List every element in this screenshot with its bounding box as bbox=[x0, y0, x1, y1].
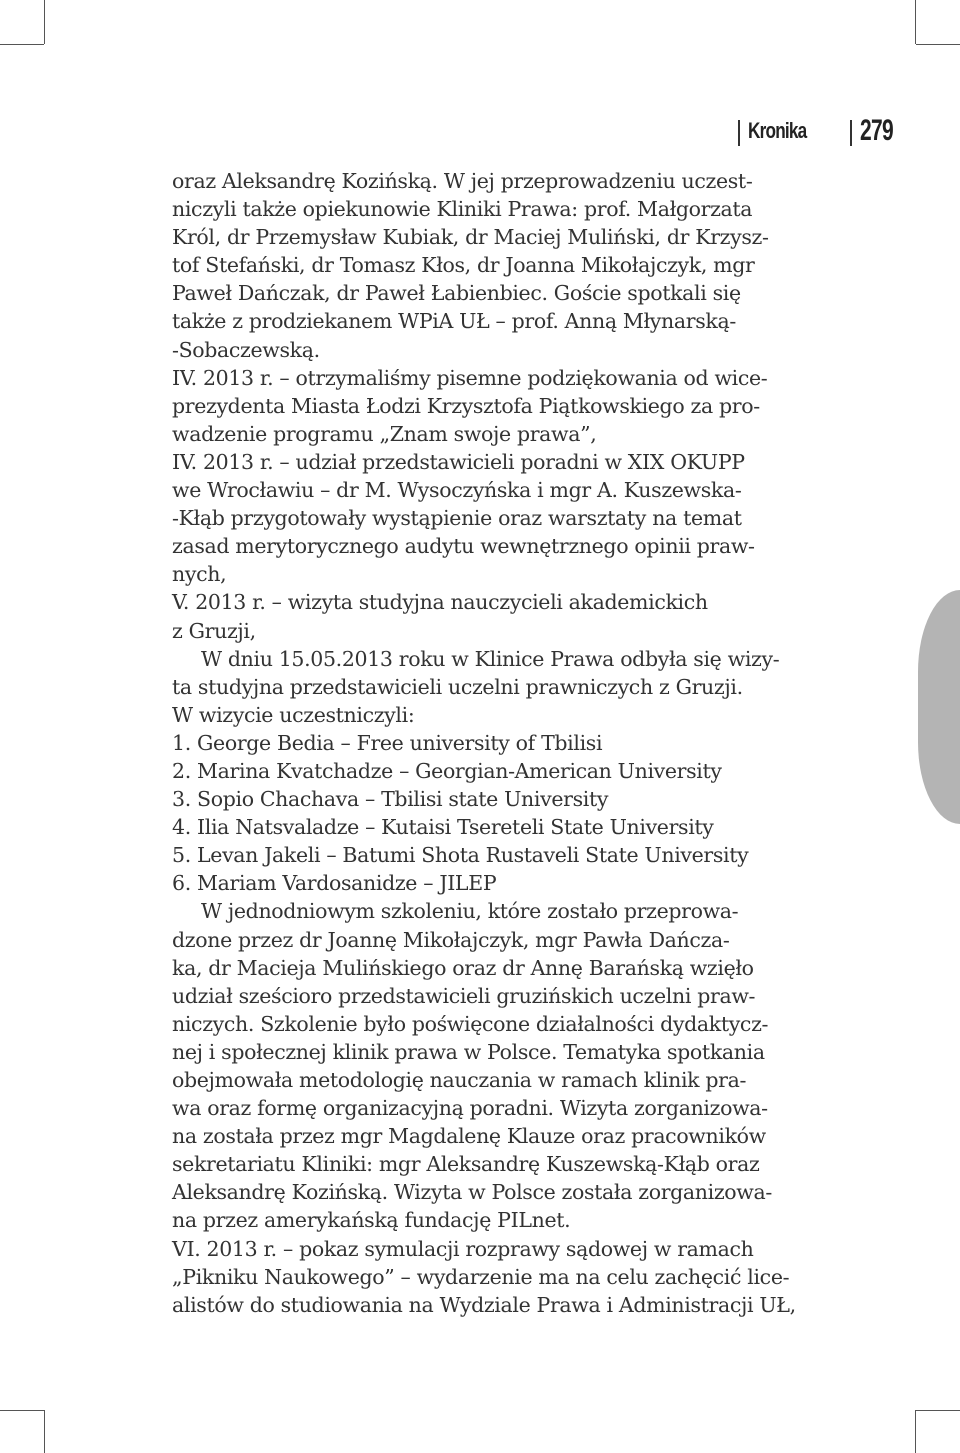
text-line: udział sześcioro przedstawicieli gruzińskich uczelni praw- bbox=[172, 983, 756, 1008]
text-line: -Sobaczewską. bbox=[172, 337, 320, 362]
text-line: Król, dr Przemysław Kubiak, dr Maciej Muliński, dr Krzysz- bbox=[172, 225, 769, 250]
text-line: wa oraz formę organizacyjną poradni. Wizyta zorganizowa- bbox=[172, 1096, 768, 1121]
page-number: 279 bbox=[860, 114, 893, 147]
text-line: VI. 2013 r. – pokaz symulacji rozprawy sądowej w ramach bbox=[172, 1236, 754, 1261]
text-line: oraz Aleksandrę Kozińską. W jej przeprowadzeniu uczest- bbox=[172, 169, 753, 193]
crop-mark-bottom-left-h bbox=[0, 1410, 44, 1411]
list-item: 5. Levan Jakeli – Batumi Shota Rustaveli State University bbox=[172, 843, 749, 868]
list-item: 3. Sopio Chachava – Tbilisi state University bbox=[172, 787, 609, 812]
header-separator bbox=[850, 120, 852, 146]
text-line: z Gruzji, bbox=[172, 618, 256, 643]
text-line: nych, bbox=[172, 562, 227, 587]
text-line: we Wrocławiu – dr M. Wysoczyńska i mgr A. Kuszewska- bbox=[172, 478, 742, 503]
text-line: wadzenie programu „Znam swoje prawa”, bbox=[172, 421, 597, 446]
text-line: ka, dr Macieja Mulińskiego oraz dr Annę Barańską wzięło bbox=[172, 955, 754, 980]
text-line: dzone przez dr Joannę Mikołajczyk, mgr Pawła Dańcza- bbox=[172, 927, 730, 952]
list-item: 6. Mariam Vardosanidze – JILEP bbox=[172, 871, 497, 896]
crop-mark-top-right bbox=[915, 0, 916, 44]
text-line: na została przez mgr Magdalenę Klauze oraz pracowników bbox=[172, 1124, 766, 1149]
text-line: V. 2013 r. – wizyta studyjna nauczycieli akademickich bbox=[172, 590, 708, 615]
text-line: zasad merytorycznego audytu wewnętrznego opinii praw- bbox=[172, 534, 755, 559]
text-line: ta studyjna przedstawicieli uczelni prawniczych z Gruzji. bbox=[172, 674, 743, 699]
body-text bbox=[172, 167, 802, 1319]
text-line: alistów do studiowania na Wydziale Prawa i Administracji UŁ, bbox=[172, 1292, 796, 1317]
text-line: Paweł Dańczak, dr Paweł Łabienbiec. Goście spotkali się bbox=[172, 281, 741, 306]
text-line: tof Stefański, dr Tomasz Kłos, dr Joanna Mikołajczyk, mgr bbox=[172, 253, 755, 278]
header-separator bbox=[738, 120, 740, 146]
text-line: niczych. Szkolenie było poświęcone działalności dydaktycz- bbox=[172, 1011, 769, 1036]
text-line: W jednodniowym szkoleniu, które zostało przeprowa- bbox=[201, 899, 739, 924]
text-line: IV. 2013 r. – otrzymaliśmy pisemne podziękowania od wice- bbox=[172, 365, 768, 390]
list-item: 1. George Bedia – Free university of Tbilisi bbox=[172, 730, 603, 755]
text-line: obejmowała metodologię nauczania w ramach klinik pra- bbox=[172, 1068, 747, 1092]
list-item: 2. Marina Kvatchadze – Georgian-American University bbox=[172, 758, 722, 783]
text-line: niczyli także opiekunowie Kliniki Prawa: prof. Małgorzata bbox=[172, 197, 753, 222]
text-line: nej i społecznej klinik prawa w Polsce. Tematyka spotkania bbox=[172, 1039, 765, 1064]
crop-mark-bottom-left bbox=[44, 1410, 45, 1453]
text-line: „Pikniku Naukowego” – wydarzenie ma na celu zachęcić lice- bbox=[172, 1264, 790, 1289]
text-line: na przez amerykańską fundację PILnet. bbox=[172, 1208, 571, 1233]
text-line: prezydenta Miasta Łodzi Krzysztofa Piątkowskiego za pro- bbox=[172, 393, 760, 418]
crop-mark-top-left bbox=[44, 0, 45, 44]
thumb-index-tab bbox=[918, 590, 960, 824]
text-line: W dniu 15.05.2013 roku w Klinice Prawa odbyła się wizy- bbox=[201, 646, 780, 671]
crop-mark-bottom-right bbox=[915, 1410, 916, 1453]
text-line: także z prodziekanem WPiA UŁ – prof. Anną Młynarską- bbox=[172, 309, 736, 334]
text-line: -Kłąb przygotowały wystąpienie oraz warsztaty na temat bbox=[172, 506, 742, 531]
text-line: W wizycie uczestniczyli: bbox=[172, 702, 415, 727]
text-line: IV. 2013 r. – udział przedstawicieli poradni w XIX OKUPP bbox=[172, 449, 745, 474]
section-title: Kronika bbox=[748, 118, 807, 143]
crop-mark-top-left-h bbox=[0, 44, 44, 45]
text-line: sekretariatu Kliniki: mgr Aleksandrę Kuszewską-Kłąb oraz bbox=[172, 1152, 760, 1177]
list-item: 4. Ilia Natsvaladze – Kutaisi Tsereteli State University bbox=[172, 815, 714, 840]
running-header bbox=[0, 114, 960, 154]
text-line: Aleksandrę Kozińską. Wizyta w Polsce została zorganizowa- bbox=[172, 1180, 772, 1205]
crop-mark-bottom-right-h bbox=[916, 1410, 960, 1411]
crop-mark-top-right-h bbox=[916, 44, 960, 45]
